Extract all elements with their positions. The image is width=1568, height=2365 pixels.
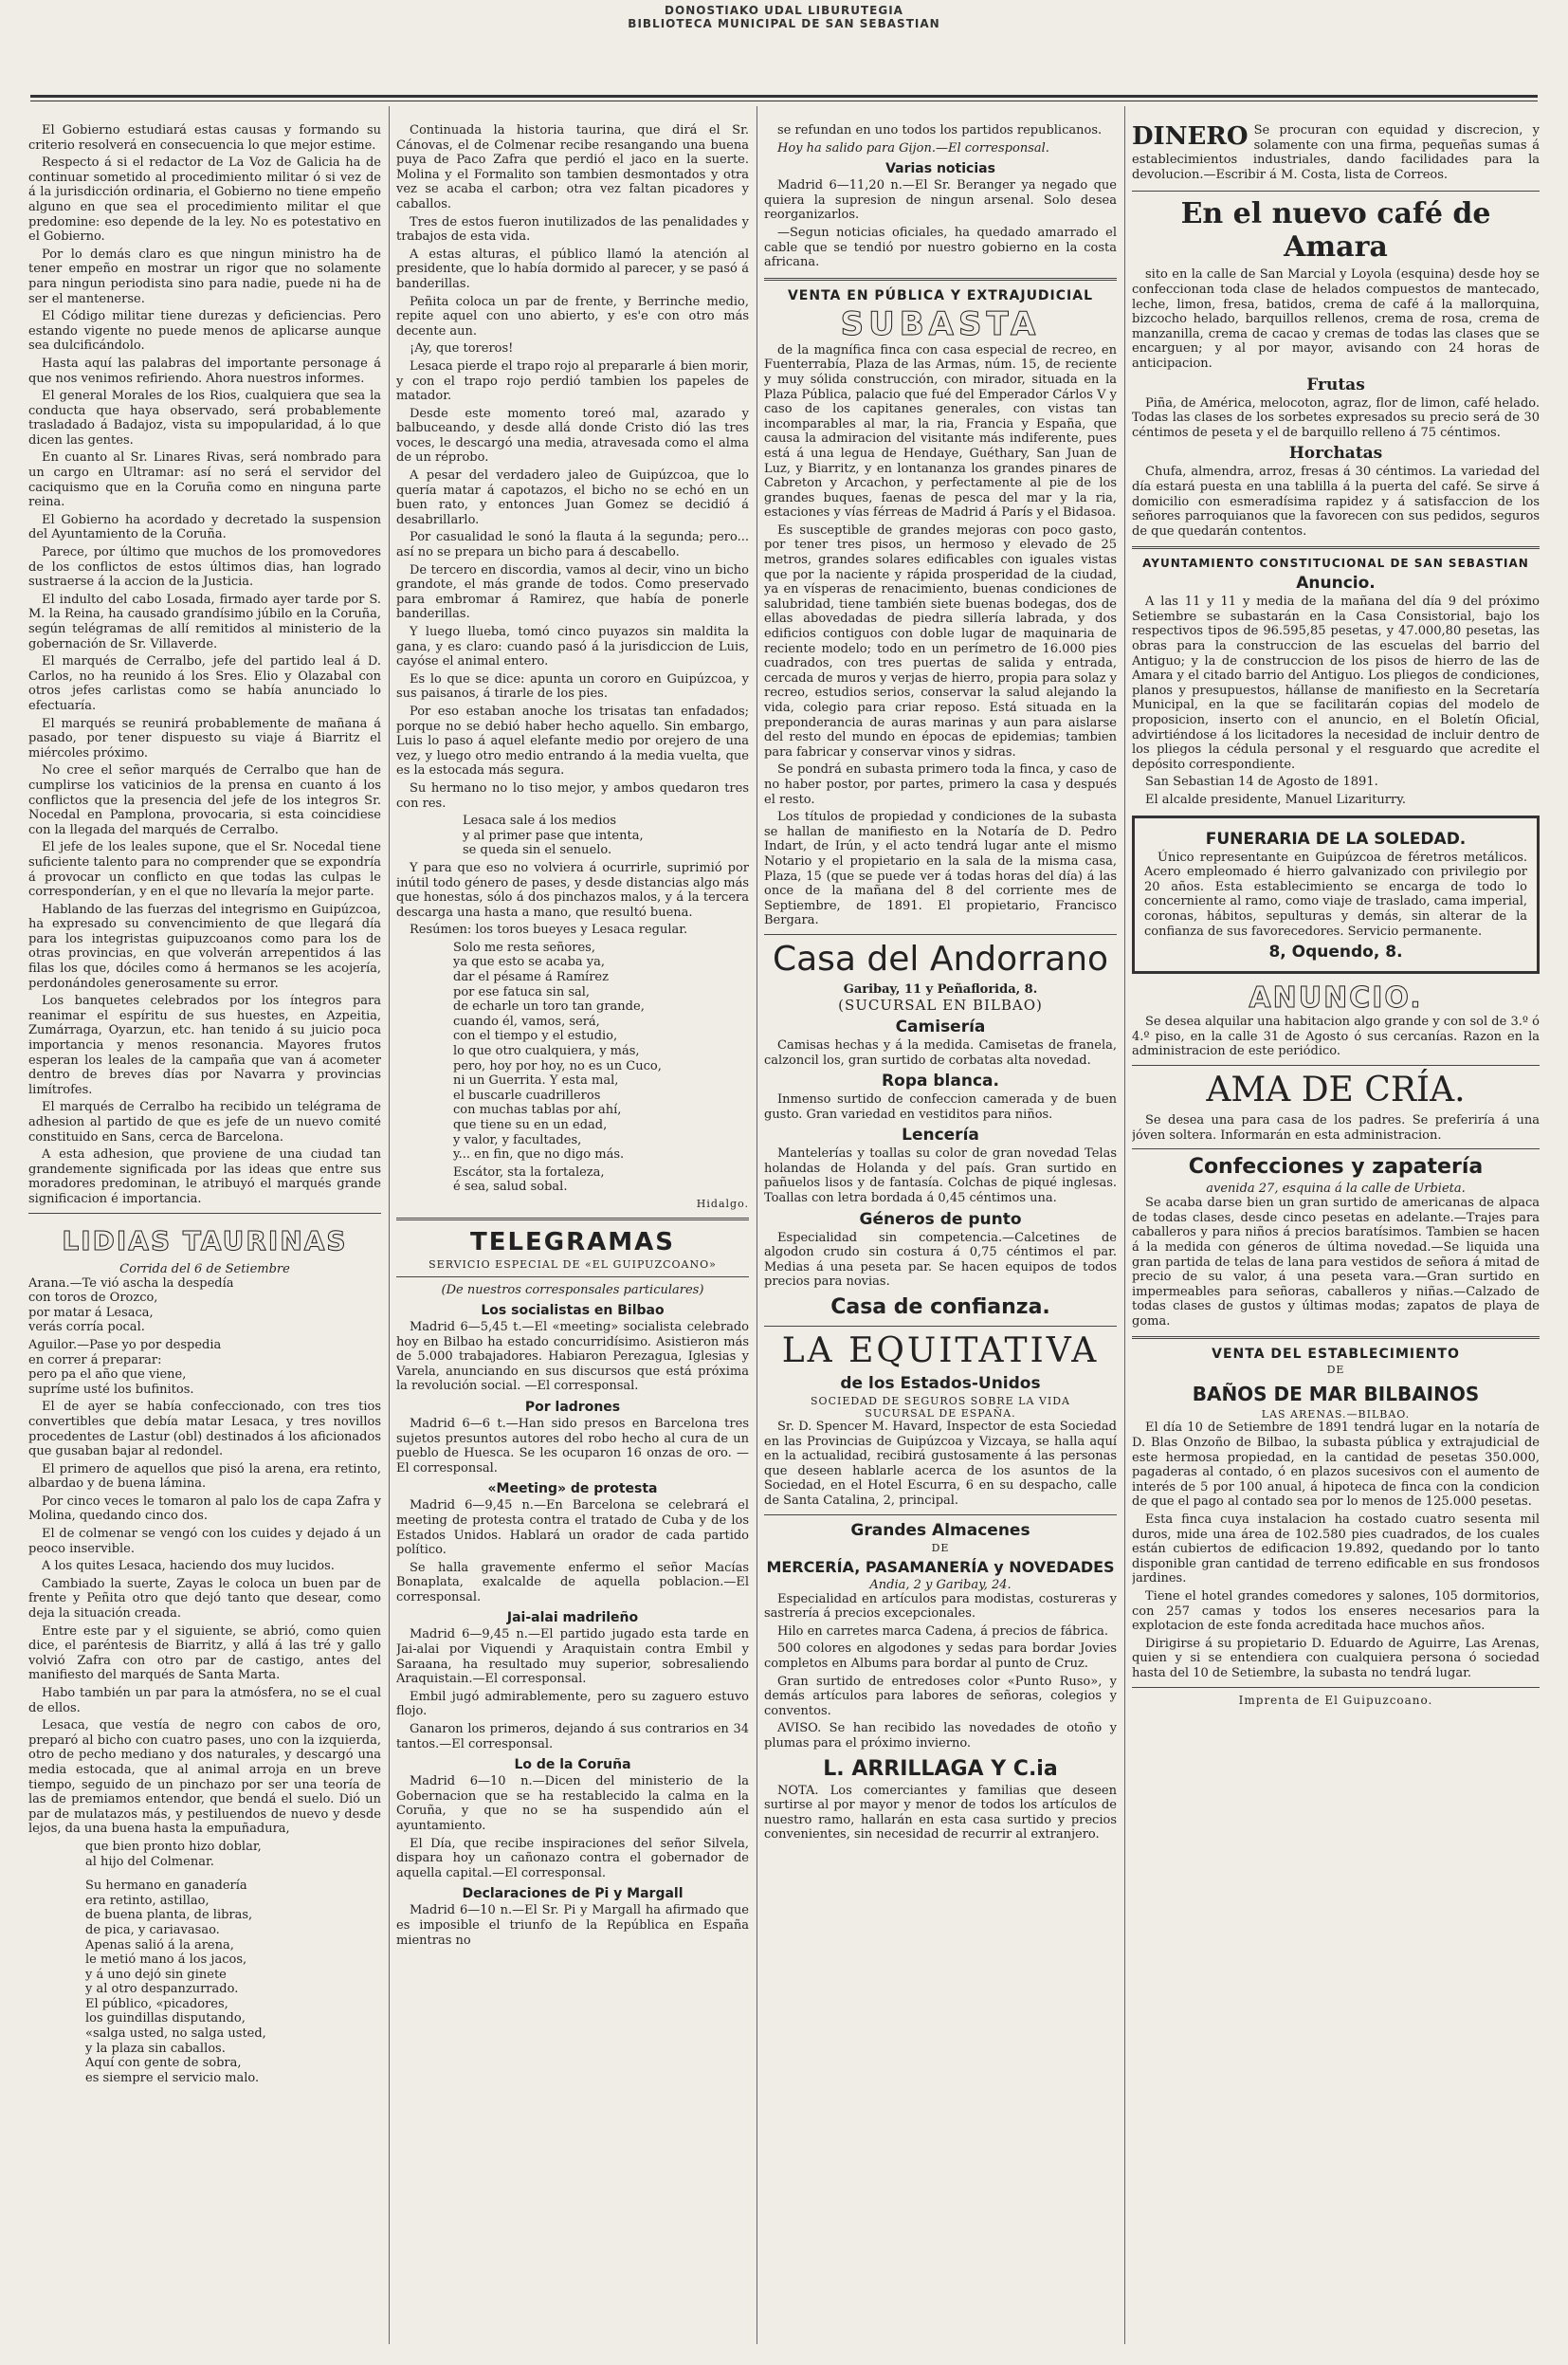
ad-subasta-title: SUBASTA <box>840 304 1041 343</box>
paragraph: Continuada la historia taurina, que dirá el Sr. Cánovas, el de Colmenar recibe resangando una buena puya de Paco Zafra que perdió el jaco en la suerte. Molina y el Formalito son tambien desmontados y otra vez se acaba el carbon; otra vez faltan picadores y caballos. <box>396 123 749 211</box>
paragraph: El Gobierno ha acordado y decretado la suspension del Ayuntamiento de la Coruña. <box>28 512 381 542</box>
paragraph: Cambiado la suerte, Zayas le coloca un buen par de frente y Peñita otro que dejó tanto que desear, como deja la situación creada. <box>28 1576 381 1622</box>
paragraph: Se desea alquilar una habitacion algo grande y con sol de 3.º ó 4.º piso, en la calle 31 de Agosto ó sus cercanías. Razon en la administracion de este periódico. <box>1132 1015 1540 1059</box>
printer-imprint: Imprenta de El Guipuzcoano. <box>1238 1693 1433 1707</box>
paragraph: Especialidad en artículos para modistas, costureras y sastrería á precios excepcionales. <box>764 1591 1117 1622</box>
verse: Escátor, sta la fortaleza, é sea, salud sobal. <box>453 1164 605 1195</box>
paragraph: Esta finca cuya instalacion ha costado cuatro sesenta mil duros, mide una área de 102.580 pies cuadrados, de los cuales están cubiertos de edificacion 19.892, quedando por lo tanto disponible gran cantidad de terreno edificable en sus frondosos jardines. <box>1132 1512 1540 1586</box>
paragraph: El Gobierno estudiará estas causas y formando su criterio resolverá en consecuencia lo que mejor estime. <box>28 123 381 153</box>
ad-section-title: Camisería <box>895 1017 986 1036</box>
paragraph: Por cinco veces le tomaron al palo los de capa Zafra y Molina, quedando cinco dos. <box>28 1494 381 1524</box>
paragraph: Por casualidad le sonó la flauta á la segunda; pero... así no se prepara un bicho para á descabello. <box>396 530 749 560</box>
paragraph: El jefe de los leales supone, que el Sr. Nocedal tiene suficiente talento para no comprender que se expondría á provocar un conflicto en que todas las culpas le corresponderían, y en el que no llevaría la mejor parte. <box>28 840 381 900</box>
top-rule <box>30 95 1538 98</box>
paragraph: A los quites Lesaca, haciendo dos muy lucidos. <box>42 1559 335 1574</box>
paragraph: Tres de estos fueron inutilizados de las penalidades y trabajos de esta vida. <box>396 214 749 245</box>
paragraph: Resúmen: los toros bueyes y Lesaca regular. <box>410 923 688 938</box>
divider <box>764 934 1117 935</box>
paragraph: A estas alturas, el público llamó la atención al presidente, que lo había dormido al parecer, y se pasó á banderillas. <box>396 247 749 291</box>
ad-merceria-title: MERCERÍA, PASAMANERÍA y NOVEDADES <box>766 1557 1115 1576</box>
telegram-heading: Varias noticias <box>885 161 995 177</box>
paragraph: Gran surtido de entredoses color «Punto Ruso», y demás artículos para labores de señoras, colegios y conventos. <box>764 1674 1117 1718</box>
telegram-heading: Lo de la Coruña <box>514 1757 631 1773</box>
paragraph: El primero de aquellos que pisó la arena, era retinto, albardao y de buena lámina. <box>28 1461 381 1492</box>
paragraph: sito en la calle de San Marcial y Loyola (esquina) desde hoy se confeccionan toda clase de helados compuestos de mantecado, leche, limon, fresa, batidos, crema de café á la mallorquina, bizcocho helado, barquillos rellenos, crema de rosa, crema de manzanilla, crema de cacao y cremas de todas las clases que se encarguen; y al por mayor, avisando con 24 horas de anticipacion. <box>1132 267 1540 371</box>
paragraph: —Segun noticias oficiales, ha quedado amarrado el cable que se tendió por nuestro gobierno en la costa africana. <box>764 225 1117 270</box>
divider <box>1132 1065 1540 1066</box>
paragraph: Madrid 6—10 n.—Dicen del ministerio de la Gobernacion que se ha restablecido la calma en la Coruña, y que no se ha suspendido aún el ayuntamiento. <box>396 1774 749 1833</box>
paragraph: El indulto del cabo Losada, firmado ayer tarde por S. M. la Reina, ha causado grandísimo júbilo en la Coruña, según telégramas de allí remitidos al ministerio de la gobernación de Sr. Villaverde. <box>28 592 381 651</box>
ad-section-title: Ropa blanca. <box>882 1072 999 1091</box>
paragraph: A pesar del verdadero jaleo de Guipúzcoa, que lo quería matar á capotazos, el bicho no se echó en un buen rato, y entonces Juan Gomez se decidió á desabrillarlo. <box>396 468 749 527</box>
paragraph: Especialidad sin competencia.—Calcetines de algodon crudo sin costura á 0,75 céntimos el par. Medias á una peseta par. Se hacen equipos de todos precios para novias. <box>764 1230 1117 1290</box>
paragraph: San Sebastian 14 de Agosto de 1891. <box>1145 775 1378 790</box>
paragraph: Es susceptible de grandes mejoras con poco gasto, por tener tres pisos, un hermoso y elevado de 25 metros, grandes solares edificables con iguales vistas que por la naciente y rápida prosperidad de la ciudad, ya en vísperas de renacimiento, buenas condiciones de salubridad, tiene también siete buenas bodegas, dos de ellas abovedadas de piedra sillería labrada, y dos edificios contiguos con doble lugar de maquinaria de reciente modelo; todo en un perímetro de 16.000 pies cuadrados, con tres puertas de salida y entrada, cercada de muros y verjas de hierro, propia para solaz y recreo, estudios serios, conservar la salud alejando la vida, colegio para criar reposo. Está situada en la preponderancia de auras marinas y aun para aislarse del resto del mundo en épocas de epidemias; tambien para fabricar y conservar vinos y sidras. <box>764 522 1117 760</box>
subtitle: Corrida del 6 de Setiembre <box>119 1261 290 1276</box>
ad-address: avenida 27, esquina á la calle de Urbieta. <box>1206 1182 1466 1197</box>
dialog-verse: Arana.—Te vió ascha la despedía con toros de Orozco, por matar á Lesaca, verás corría pocal. <box>28 1275 234 1335</box>
ad-section-title: Lencería <box>902 1126 979 1146</box>
paragraph: A las 11 y 11 y media de la mañana del día 9 del próximo Setiembre se subastarán en la Casa Consistorial, bajo los respectivos tipos de 96.595,85 pesetas, y 47.000,80 pesetas, las obras para la construccion de las escuelas del barrio del Antiguo; y la de construccion de los pisos de hierro de las de Amara y el citado barrio del Antiguo. Los pliegos de condiciones, planos y presupuestos, hállanse de manifiesto en la Secretaría Municipal, en la que se facilitarán copias del modelo de proposicion, inserto con el anuncio, en el Boletín Oficial, advirtiéndose á los licitadores la necesidad de incluir dentro de los pliegos la cédula personal y el resguardo que acredite el depósito correspondiente. <box>1132 595 1540 772</box>
column-2 <box>396 123 749 2333</box>
header-line-2: BIBLIOTECA MUNICIPAL DE SAN SEBASTIAN <box>628 17 940 30</box>
paragraph: Peñita coloca un par de frente, y Berrinche medio, repite aquel con uno abierto, y es'e con otro más decente aun. <box>396 294 749 339</box>
section-title-telegramas: TELEGRAMAS <box>469 1227 676 1256</box>
paragraph: Chufa, almendra, arroz, fresas á 30 céntimos. La variedad del día estará puesta en una tablilla á la puerta del café. Se sirve á domicilio con esmeradísima rapidez y á satisfaccion de los señores parroquianos que la favorecen con sus pedidos, seguros de que quedarán contentos. <box>1132 465 1540 539</box>
paragraph: Su hermano no lo tiso mejor, y ambos quedaron tres con res. <box>396 780 749 811</box>
paragraph: Se pondrá en subasta primero toda la finca, y caso de no haber postor, por partes, primero la casa y después el resto. <box>764 762 1117 807</box>
paragraph: Lesaca, que vestía de negro con cabos de oro, preparó al bicho con cuatro pases, uno con la izquierda, otro de pecho mediano y dos naturales, y descargó una media estocada, que al animal arroja en un breve tiempo, seguido de un pinchazo por ser una teoría de las de premiamos entendor, que bendá el suelo. Dió un par de mulatazos más, y pestiluendos de nuevo y desde lejos, da una buena hasta la empuñadura, <box>28 1718 381 1837</box>
paragraph: 500 colores en algodones y sedas para bordar Jovies completos en Albums para bordar al punto de Cruz. <box>764 1641 1117 1671</box>
ad-line: DE <box>931 1541 950 1554</box>
divider <box>396 1218 749 1220</box>
paragraph: Hoy ha salido para Gijon.—El corresponsal. <box>777 140 1049 156</box>
ad-dinero-title: DINERO <box>1132 123 1249 151</box>
paragraph: El Código militar tiene durezas y deficiencias. Pero estando vigente no puede menos de aplicarse aunque sea dulcificándolo. <box>28 309 381 354</box>
paragraph: Se acaba darse bien un gran surtido de americanas de alpaca de todas clases, desde cinco pesetas en adelante.—Trajes para caballeros y para niños á precios baratísimos. Tambien se hacen á la medida con géneros de última novedad.—Se liquida una gran partida de telas de lana para vestidos de señora á mitad de precio de su valor, á una peseta vara.—Gran surtido en impermeables para señoras, caballeros y niñas.—Calzado de todas clases de gustos y últimas modas; zapatos de playa de goma. <box>1132 1196 1540 1329</box>
paragraph: Madrid 6—5,45 t.—El «meeting» socialista celebrado hoy en Bilbao ha estado concurridísimo. Asistieron más de 5.000 trabajadores. Habiaron Perezagua, Iglesias y Varela, anunciando en sus discursos que está próxima la revolución social. —El corresponsal. <box>396 1319 749 1394</box>
paragraph: Hablando de las fuerzas del integrismo en Guipúzcoa, ha expresado su convencimiento de que llegará día para los integristas guipuzcoanos como para los de otras provincias, en que volverán arrepentidos á las filas los que, dóciles como á hermanos se les acojería, perdonándoles generosamente su error. <box>28 902 381 991</box>
ad-ama-title: AMA DE CRÍA. <box>1206 1070 1466 1109</box>
subtitle: (De nuestros corresponsales particulares) <box>441 1282 704 1297</box>
paragraph: Hilo en carretes marca Cadena, á precios de fábrica. <box>777 1623 1108 1639</box>
paragraph: Único representante en Guipúzcoa de féretros metálicos. Acero empleomado é hierro galvanizado con privilegio por 20 años. Esta establecimiento se encarga de todo lo concerniente al ramo, como viaje de traslado, cama imperial, coronas, hábitos, sepulturas y demás, sin alterar de la confianza de sus favorecedores. Servicio permanente. <box>1144 850 1527 939</box>
paragraph: El de ayer se había confeccionado, con tres tios convertibles que debía matar Lesaca, y tres novillos procedentes de Lastur (obl) destinados á los aficionados que gusaban bajar al redondel. <box>28 1400 381 1459</box>
ad-section-title: Géneros de punto <box>859 1209 1022 1229</box>
paragraph: Los banquetes celebrados por los íntegros para reanimar el espíritu de sus huestes, en Azpeitia, Zumárraga, Oyarzun, etc. han tenido á su juicio poca importancia y menos resonancia. Mayores frutos esperan los leales de la campaña que van á acometer dentro de breves días por Navarra y provincias limítrofes. <box>28 994 381 1097</box>
divider <box>764 1514 1117 1515</box>
ad-confianza-title: Casa de confianza. <box>830 1295 1050 1320</box>
verse: Solo me resta señores, ya que esto se acaba ya, dar el pésame á Ramírez por ese fatuca sin sal, de echarle un toro tan grande, cuando él, vamos, será, con el tiempo y el estudio, lo que otro cualquiera, y más, pero, hoy por hoy, no es un Cuco, ni un Guerrita. Y esta mal, el buscarle cuadrilleros con muchas tablas por ahí, que tiene su en un edad, y valor, y facultades, y... en fin, que no digo más. <box>453 940 662 1163</box>
paragraph: A esta adhesion, que proviene de una ciudad tan grandemente significada por las ideas que entre sus moradores predominan, le atribuyó el marqués grande significacion é importancia. <box>28 1147 381 1206</box>
paragraph: El alcalde presidente, Manuel Lizariturry. <box>1145 793 1406 807</box>
divider <box>764 1326 1117 1327</box>
paragraph: Hasta aquí las palabras del importante personage á que nos venimos refiriendo. Ahora nuestros informes. <box>28 356 381 386</box>
ad-equitativa-title: LA EQUITATIVA <box>781 1331 1100 1371</box>
ad-confecciones-title: Confecciones y zapatería <box>1188 1155 1484 1180</box>
paragraph: Entre este par y el siguiente, se abrió, como quien dice, el paréntesis de Biarritz, y allá á las tré y gallo volvió Zafra con otro par de castigo, antes del manifiesto del marqués de Santa Marta. <box>28 1623 381 1683</box>
paragraph: Se procuran con equidad y discrecion, y solamente con una firma, pequeñas sumas á establecimientos industriales, dando facilidades para la devolucion.—Escribir á M. Costa, lista de Correos. <box>1132 123 1540 182</box>
paragraph: Y luego llueba, tomó cinco puyazos sin maldita la gana, y es claro: cuando pasó á la jurisdiccion de Luis, cayóse el animal entero. <box>396 625 749 669</box>
ad-address: 8, Oquendo, 8. <box>1268 943 1403 962</box>
telegram-heading: Jai-alai madrileño <box>506 1610 639 1626</box>
paragraph: El marqués se reunirá probablemente de mañana á pasado, por tener dispuesto su viaje á Biarritz el miércoles próximo. <box>28 716 381 761</box>
paragraph: El de colmenar se vengó con los cuides y dejado á un peoco inservible. <box>28 1527 381 1556</box>
ad-section-title: Frutas <box>1306 375 1365 394</box>
ad-banos-title: BAÑOS DE MAR BILBAINOS <box>1192 1383 1480 1406</box>
divider <box>1132 1336 1540 1339</box>
paragraph: El Día, que recibe inspiraciones del señor Silvela, dispara hoy un cañonazo contra el gobernador de aquella capital.—El corresponsal. <box>396 1836 749 1880</box>
column-4 <box>1132 123 1540 2333</box>
divider <box>1132 191 1540 192</box>
divider <box>1132 1687 1540 1688</box>
ad-venta-heading: VENTA EN PÚBLICA Y EXTRAJUDICIAL <box>787 287 1094 303</box>
ad-branch: (SUCURSAL EN BILBAO) <box>838 996 1043 1014</box>
divider <box>1132 546 1540 549</box>
ad-anuncio2-title: ANUNCIO. <box>1249 981 1423 1016</box>
verse: Lesaca sale á los medios y al primer pase que intenta, se queda sin el senuelo. <box>463 814 644 858</box>
paragraph: Madrid 6—6 t.—Han sido presos en Barcelona tres sujetos presuntos autores del robo hecho al cura de un pueblo de Huesca. Se les ocuparon 16 onzas de oro. —El corresponsal. <box>396 1416 749 1476</box>
column-divider <box>1124 106 1125 2344</box>
paragraph: Por eso estaban anoche los trisatas tan enfadados; porque no se debió haber hecho aquello. Sin embargo, Luis lo paso á aquel elefante medio por orejero de una vez, y luego otro medio entrando á la media vuelta, que es la estocada más segura. <box>396 704 749 779</box>
paragraph: Por lo demás claro es que ningun ministro ha de tener empeño en mostrar un rigor que no solamente para ningun periodista sino para nadie, puede ni ha de ser el mantenerse. <box>28 247 381 306</box>
verse: que bien pronto hizo doblar, al hijo del Colmenar. <box>85 1839 262 1869</box>
telegram-heading: Declaraciones de Pi y Margall <box>462 1886 684 1902</box>
paragraph: Sr. D. Spencer M. Havard, Inspector de esta Sociedad en las Provincias de Guipúzcoa y Vizcaya, se halla aquí en la actualidad, recibirá gustosamente á las personas que deseen hablarle acerca de los asuntos de la Sociedad, en el Hotel Escurra, 6 en su despacho, calle de Santa Catalina, 2, principal. <box>764 1420 1117 1508</box>
header-line-1: DONOSTIAKO UDAL LIBURUTEGIA <box>665 4 903 17</box>
ad-address: Andia, 2 y Garibay, 24. <box>869 1577 1012 1592</box>
ad-location: LAS ARENAS.—BILBAO. <box>1261 1408 1411 1421</box>
ad-anuncio-title: Anuncio. <box>1296 574 1376 594</box>
paragraph: Es lo que se dice: apunta un cororo en Guipúzcoa, y sus paisanos, á tirarle de los pies. <box>396 671 749 702</box>
divider <box>28 1213 381 1214</box>
subtitle: SERVICIO ESPECIAL DE «EL GUIPUZCOANO» <box>428 1257 717 1271</box>
column-1 <box>28 123 381 2333</box>
ad-cafe-title: En el nuevo café de Amara <box>1180 197 1491 265</box>
dialog-verse: Aguilor.—Pase yo por despedia en correr á preparar: pero pa el año que viene, supríme usté los bufinitos. <box>28 1337 222 1397</box>
paragraph: NOTA. Los comerciantes y familias que deseen surtirse al por mayor y menor de todos los artículos de nuestro ramo, hallarán en esta casa surtido y precios convenientes, sin necesidad de recurrir al extranjero. <box>764 1783 1117 1842</box>
paragraph: Parece, por último que muchos de los promovedores de los conflictos de estos últimos dias, han logrado sustraerse á la accion de la Justicia. <box>28 545 381 590</box>
paragraph: ¡Ay, que toreros! <box>410 341 514 357</box>
paragraph: El marqués de Cerralbo ha recibido un telégrama de adhesion al partido de que es jefe de un nuevo comité constituido en Sans, cerca de Barcelona. <box>28 1100 381 1145</box>
paragraph: Inmenso surtido de confeccion camerada y de buen gusto. Gran variedad en vestiditos para niños. <box>764 1092 1117 1122</box>
paragraph: Y para que eso no volviera á ocurrirle, suprimió por inútil todo género de pases, y desde distancias algo más que honestas, sólo á dos pinchazos malos, y á la tercera descarga una hasta a mano, que resultó buena. <box>396 860 749 920</box>
ad-section-title: Horchatas <box>1288 444 1383 464</box>
divider <box>764 278 1117 281</box>
ad-almacenes-title: Grandes Almacenes <box>850 1520 1030 1540</box>
column-3 <box>764 123 1117 2333</box>
paragraph: El marqués de Cerralbo, jefe del partido leal á D. Carlos, no ha reunido á los Sres. Elio y Olazabal con otros jefes carlistas como se había anunciado lo efectuaría. <box>28 654 381 713</box>
ad-andorrano-title: Casa del Andorrano <box>772 939 1109 979</box>
paragraph: Habo también un par para la atmósfera, no se el cual de ellos. <box>28 1686 381 1715</box>
paragraph: Se desea una para casa de los padres. Se preferiría á una jóven soltera. Informarán en esta administracion. <box>1132 1112 1540 1143</box>
paragraph: No cree el señor marqués de Cerralbo que han de cumplirse los vaticinios de la prensa en cuanto á los conflictos que la presencia del jefe de los integros Sr. Nocedal en Pamplona, provocaria, si esta coincidiese con la llegada del marqués de Cerralbo. <box>28 763 381 837</box>
ad-line: SOCIEDAD DE SEGUROS SOBRE LA VIDA <box>811 1395 1070 1408</box>
paragraph: AVISO. Se han recibido las novedades de otoño y plumas para el próximo invierno. <box>764 1721 1117 1751</box>
ad-venta-heading: VENTA DEL ESTABLECIMIENTO <box>1212 1347 1460 1363</box>
paragraph: Piña, de América, melocoton, agraz, flor de limon, café helado. Todas las clases de los sorbetes expresados su precio será de 30 céntimos de peseta y el de barquillo relleno á 75 céntimos. <box>1132 395 1540 440</box>
ad-address: Garibay, 11 y Peñaflorida, 8. <box>843 981 1038 997</box>
telegram-heading: Por ladrones <box>524 1399 621 1415</box>
paragraph: Respecto á si el redactor de La Voz de Galicia ha de continuar sometido al procedimiento militar ó si vez de á la jurisdicción ordinaria, el Gobierno no tiene empeño alguno en que sea el procedimiento militar el que predomine: eso depende de la ley. No es potestativo en el Gobierno. <box>28 156 381 245</box>
ad-ayuntamiento-heading: AYUNTAMIENTO CONSTITUCIONAL DE SAN SEBASTIAN <box>1142 557 1529 571</box>
paragraph: El día 10 de Setiembre de 1891 tendrá lugar en la notaría de D. Blas Onzoño de Bilbao, la subasta pública y extrajudicial de este hermosa propiedad, en la cantidad de pesetas 350.000, pagaderas al contado, ó en plazos sucesivos con el aumento de interés de 5 por 100 anual, á hipoteca de finca con la condicion de que el pago al contado sea por lo menos de 125.000 pesetas. <box>1132 1421 1540 1510</box>
paragraph: Madrid 6—11,20 n.—El Sr. Beranger ya negado que quiera la supresion de ningun arsenal. Solo desea reorganizarlos. <box>764 178 1117 223</box>
paragraph: Tiene el hotel grandes comedores y salones, 105 dormitorios, con 257 camas y todos los enseres necesarios para la explotacion de este fonda acreditada hace muchos años. <box>1132 1589 1540 1634</box>
paragraph: Desde este momento toreó mal, azarado y balbuceando, y desde allá donde Cristo dió las tres voces, le descargó una media, atravesada como el alma de un réprobo. <box>396 406 749 466</box>
paragraph: Se halla gravemente enfermo el señor Macías Bonaplata, exalcalde de aquella poblacion.—El corresponsal. <box>396 1560 749 1604</box>
ad-funeraria-title: FUNERARIA DE LA SOLEDAD. <box>1205 829 1467 849</box>
paragraph: Ganaron los primeros, dejando á sus contrarios en 34 tantos.—El corresponsal. <box>396 1722 749 1751</box>
paragraph: El general Morales de los Rios, cualquiera que sea la conducta que haya observado, será probablemente trasladado á Badajoz, vista su impopularidad, á lo que dicen las gentes. <box>28 389 381 448</box>
paragraph: Madrid 6—9,45 n.—El partido jugado esta tarde en Jai-alai por Viquendi y Araquistain contra Embil y Saraana, ha resultado muy superior, sobresaliendo Araquistain.—El corresponsal. <box>396 1627 749 1687</box>
paragraph: Los títulos de propiedad y condiciones de la subasta se hallan de manifiesto en la Notaría de D. Pedro Indart, de Irún, y el acto tendrá lugar ante el mismo Notario y el propietario en la sala de la misma casa, Plaza, 15 (que se puede ver á todas horas del día) á las once de la mañana del 8 del corriente mes de Septiembre, de 1891. El propietario, Francisco Bergara. <box>764 810 1117 928</box>
paragraph: Lesaca pierde el trapo rojo al prepararle á bien morir, y con el trapo rojo perdió tambien los papeles de matador. <box>396 358 749 404</box>
ad-line: SUCURSAL DE ESPAÑA. <box>865 1407 1016 1421</box>
column-divider <box>389 106 390 2344</box>
ad-funeraria-box <box>1132 816 1540 975</box>
paragraph: se refundan en uno todos los partidos republicanos. <box>777 123 1103 138</box>
signature: Hidalgo. <box>696 1197 749 1210</box>
paragraph: Camisas hechas y á la medida. Camisetas de franela, calzoncil los, gran surtido de corbatas alta novedad. <box>764 1037 1117 1068</box>
section-title-lidias: LIDIAS TAURINAS <box>62 1224 348 1256</box>
paragraph: de la magnífica finca con casa especial de recreo, en Fuenterrabía, Plaza de las Armas, núm. 15, de reciente y muy sólida construcción, con mirador, situada en la Plaza Pública, palacio que fué del Emperador Cárlos V y caso de los capitanes generales, con vistas tan incomparables al mar, la ria, Francia y España, que causa la admiracion del visitante más indiferente, pues está á una legua de Hendaye, Guéthary, San Juan de Luz, y Biarritz, y en lontananza los grandes pinares de Cabreton y Arcachon, y perfectamente al pie de los grandes buques, faenas de pesca del mar y la ria, estaciones y vías férreas de Madrid á París y el Bidasoa. <box>764 342 1117 521</box>
library-header <box>0 4 1568 30</box>
divider <box>1132 1148 1540 1149</box>
paragraph: Madrid 6—9,45 n.—En Barcelona se celebrará el meeting de protesta contra el tratado de Cuba y de los Estados Unidos. Hablará un orador de cada partido político. <box>396 1498 749 1558</box>
ad-subtitle: de los Estados-Unidos <box>840 1374 1041 1394</box>
paragraph: Mantelerías y toallas su color de gran novedad Telas holandas de Holanda y del país. Gran surtido en pañuelos lisos y de fantasía. Colchas de piqué inglesas. Toallas con letra bordada á 0,45 céntimos una. <box>764 1146 1117 1206</box>
paragraph: Madrid 6—10 n.—El Sr. Pi y Margall ha afirmado que es imposible el triunfo de la República en España mientras no <box>396 1903 749 1948</box>
ad-dinero <box>1132 123 1540 185</box>
telegram-heading: «Meeting» de protesta <box>487 1481 658 1497</box>
paragraph: En cuanto al Sr. Linares Rivas, será nombrado para un cargo en Ultramar: así no será el servidor del caciquismo que en la Coruña como en ninguna parte reina. <box>28 450 381 510</box>
paragraph: De tercero en discordia, vamos al decir, vino un bicho grandote, el más grande de todos. Como preservado para embromar á Ramirez, que había de ponerle banderillas. <box>396 562 749 622</box>
ad-arrillaga-title: L. ARRILLAGA Y C.ia <box>823 1756 1058 1781</box>
telegram-heading: Los socialistas en Bilbao <box>481 1302 665 1318</box>
paragraph: Dirigirse á su propietario D. Eduardo de Aguirre, Las Arenas, quien y si se entendiera con cualquiera persona ó sociedad hasta del 10 de Setiembre, la subasta no tendrá lugar. <box>1132 1636 1540 1680</box>
ad-line: DE <box>1326 1364 1345 1377</box>
divider <box>396 1276 749 1277</box>
paragraph: Embil jugó admirablemente, pero su zaguero estuvo flojo. <box>396 1689 749 1719</box>
verse: Su hermano en ganadería era retinto, astillao, de buena planta, de libras, de pica, y cariavasao. Apenas salió á la arena, le metió mano á los jacos, y á uno dejó sin ginete y al otro despanzurrado. El público, «picadores, los guindillas disputando, «salga usted, no salga usted, y la plaza sin caballos. Aquí con gente de sobra, es siempre el servicio malo. <box>85 1879 266 2085</box>
